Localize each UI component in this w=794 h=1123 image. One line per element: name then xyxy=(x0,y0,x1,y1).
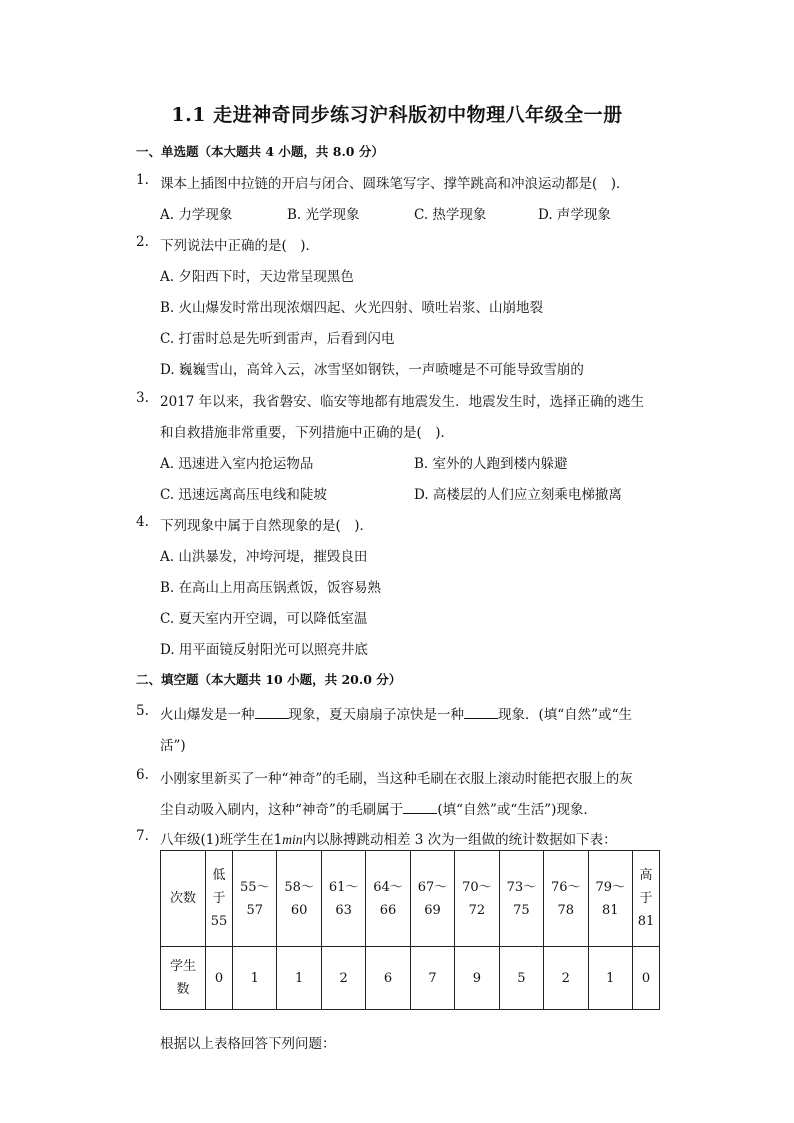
question-1-number: 1. xyxy=(136,172,149,188)
question-4-option-a: A. 山洪暴发，冲垮河堤，摧毁良田 xyxy=(160,549,368,565)
table-header-cell xyxy=(455,851,499,947)
question-4-text: 下列现象中属于自然现象的是( )． xyxy=(160,518,374,534)
cell-text: 55 xyxy=(210,914,228,929)
section-heading-fill-in: 二、填空题（本大题共 10 小题，共 20.0 分） xyxy=(136,672,402,687)
table-row-label-count xyxy=(161,851,206,947)
cell-text: 63 xyxy=(335,902,352,918)
question-6-part2: (填“自然”或“生活”)现象． xyxy=(437,802,597,818)
table-header-cell xyxy=(233,851,277,947)
question-5-text-line1 xyxy=(160,703,632,723)
question-2-option-a: A. 夕阳西下时，天边常呈现黑色 xyxy=(160,269,354,285)
table-cell: 1 xyxy=(277,947,321,1010)
cell-text: 低 xyxy=(212,868,226,883)
question-3-option-b: B. 室外的人跑到楼内躲避 xyxy=(414,456,568,472)
table-cell: 0 xyxy=(206,947,233,1010)
question-1-text: 课本上插图中拉链的开启与闭合、圆珠笔写字、撑竿跳高和冲浪运动都是( )． xyxy=(160,176,630,192)
answer-blank[interactable] xyxy=(464,706,498,719)
cell-text: 81 xyxy=(601,902,619,918)
question-4-number: 4. xyxy=(136,514,149,530)
question-1-option-d: D. 声学现象 xyxy=(538,207,611,223)
question-7-followup: 根据以上表格回答下列问题： xyxy=(160,1036,336,1052)
cell-text: 79～ xyxy=(595,879,626,895)
question-6-number: 6. xyxy=(136,767,149,783)
question-5-text-line2: 活”) xyxy=(160,738,186,754)
cell-text: 次数 xyxy=(169,891,196,906)
cell-text: 78 xyxy=(557,902,575,918)
cell-text: 76～ xyxy=(551,879,581,895)
cell-text: 58～ xyxy=(284,879,314,895)
cell-text: 55～ xyxy=(239,879,270,895)
question-2-text: 下列说法中正确的是( )． xyxy=(160,238,320,254)
question-5-part2: 现象，夏天扇扇子凉快是一种 xyxy=(288,707,464,723)
cell-text: 73～ xyxy=(506,879,537,895)
question-5-number: 5. xyxy=(136,703,149,719)
question-7-part2: 内以脉搏跳动相差 3 次为一组做的统计数据如下表： xyxy=(302,832,617,848)
cell-text: 64～ xyxy=(373,879,403,895)
question-2-option-c: C. 打雷时总是先听到雷声，后看到闪电 xyxy=(160,331,395,347)
question-5-part3: 现象．(填“自然”或“生 xyxy=(498,707,632,723)
cell-text: 69 xyxy=(424,902,441,918)
table-header-cell xyxy=(321,851,365,947)
cell-text: 学生 xyxy=(169,959,196,974)
question-1-option-c: C. 热学现象 xyxy=(414,207,487,223)
cell-text: 高 xyxy=(639,868,653,883)
table-header-cell xyxy=(206,851,233,947)
table-header-cell xyxy=(277,851,321,947)
table-row-ranges xyxy=(161,851,660,947)
section-heading-single-choice: 一、单选题（本大题共 4 小题，共 8.0 分） xyxy=(136,144,384,159)
table-cell: 2 xyxy=(544,947,588,1010)
cell-text: 72 xyxy=(468,902,486,918)
cell-text: 66 xyxy=(379,902,397,918)
question-4-option-c: C. 夏天室内开空调，可以降低室温 xyxy=(160,611,368,627)
question-7-number: 7. xyxy=(136,828,149,844)
cell-text: 数 xyxy=(176,982,190,997)
table-row-label-students xyxy=(161,947,206,1010)
cell-text: 75 xyxy=(513,902,530,918)
table-cell: 2 xyxy=(321,947,365,1010)
cell-text: 61～ xyxy=(328,879,359,895)
question-6-part1: 尘自动吸入刷内，这种“神奇”的毛刷属于 xyxy=(160,802,404,818)
question-6-text-line1: 小刚家里新买了一种“神奇”的毛刷，当这种毛刷在衣服上滚动时能把衣服上的灰 xyxy=(160,771,633,787)
question-2-option-b: B. 火山爆发时常出现浓烟四起、火光四射、喷吐岩浆、山崩地裂 xyxy=(160,300,544,316)
question-2-number: 2. xyxy=(136,234,149,250)
table-cell: 0 xyxy=(633,947,660,1010)
table-header-cell xyxy=(410,851,454,947)
question-3-option-d: D. 高楼层的人们应立刻乘电梯撤离 xyxy=(414,487,622,503)
page-title: 1.1 走进神奇同步练习沪科版初中物理八年级全一册 xyxy=(171,104,623,126)
question-7-text xyxy=(160,828,617,848)
question-4-option-d: D. 用平面镜反射阳光可以照亮井底 xyxy=(160,642,368,658)
question-3-option-c: C. 迅速远离高压电线和陡坡 xyxy=(160,487,327,503)
table-header-cell xyxy=(588,851,633,947)
cell-text: 70～ xyxy=(462,879,492,895)
table-header-cell xyxy=(366,851,410,947)
table-cell: 7 xyxy=(410,947,454,1010)
question-6-text-line2 xyxy=(160,798,597,818)
cell-text: 67～ xyxy=(417,879,448,895)
question-4-option-b: B. 在高山上用高压锅煮饭，饭容易熟 xyxy=(160,580,382,596)
table-cell: 1 xyxy=(233,947,277,1010)
question-7-part1: 八年级(1)班学生在1 xyxy=(160,832,283,848)
table-header-cell xyxy=(544,851,588,947)
table-header-cell xyxy=(499,851,543,947)
cell-text: 81 xyxy=(637,914,655,929)
question-1-option-a: A. 力学现象 xyxy=(160,207,233,223)
table-row-students xyxy=(161,947,660,1010)
cell-text: 于 xyxy=(212,891,226,906)
question-2-option-d: D. 巍巍雪山，高耸入云，冰雪坚如钢铁，一声喷嚏是不可能导致雪崩的 xyxy=(160,362,584,378)
table-cell: 9 xyxy=(455,947,499,1010)
table-header-cell xyxy=(633,851,660,947)
question-3-number: 3. xyxy=(136,390,149,406)
question-3-text-line1: 2017 年以来，我省磐安、临安等地都有地震发生．地震发生时，选择正确的逃生 xyxy=(160,394,645,410)
answer-blank[interactable] xyxy=(255,706,289,719)
cell-text: 60 xyxy=(290,902,308,918)
question-3-option-a: A. 迅速进入室内抢运物品 xyxy=(160,456,314,472)
question-1-option-b: B. 光学现象 xyxy=(287,207,360,223)
cell-text: 57 xyxy=(246,902,263,918)
question-3-text-line2: 和自救措施非常重要，下列措施中正确的是( )． xyxy=(160,425,455,441)
pulse-statistics-table xyxy=(160,850,660,1010)
question-5-part1: 火山爆发是一种 xyxy=(160,707,255,723)
cell-text: 于 xyxy=(639,891,653,906)
answer-blank[interactable] xyxy=(403,801,437,814)
table-cell: 6 xyxy=(366,947,410,1010)
table-cell: 5 xyxy=(499,947,543,1010)
question-7-unit: min xyxy=(282,832,303,847)
table-cell: 1 xyxy=(588,947,633,1010)
